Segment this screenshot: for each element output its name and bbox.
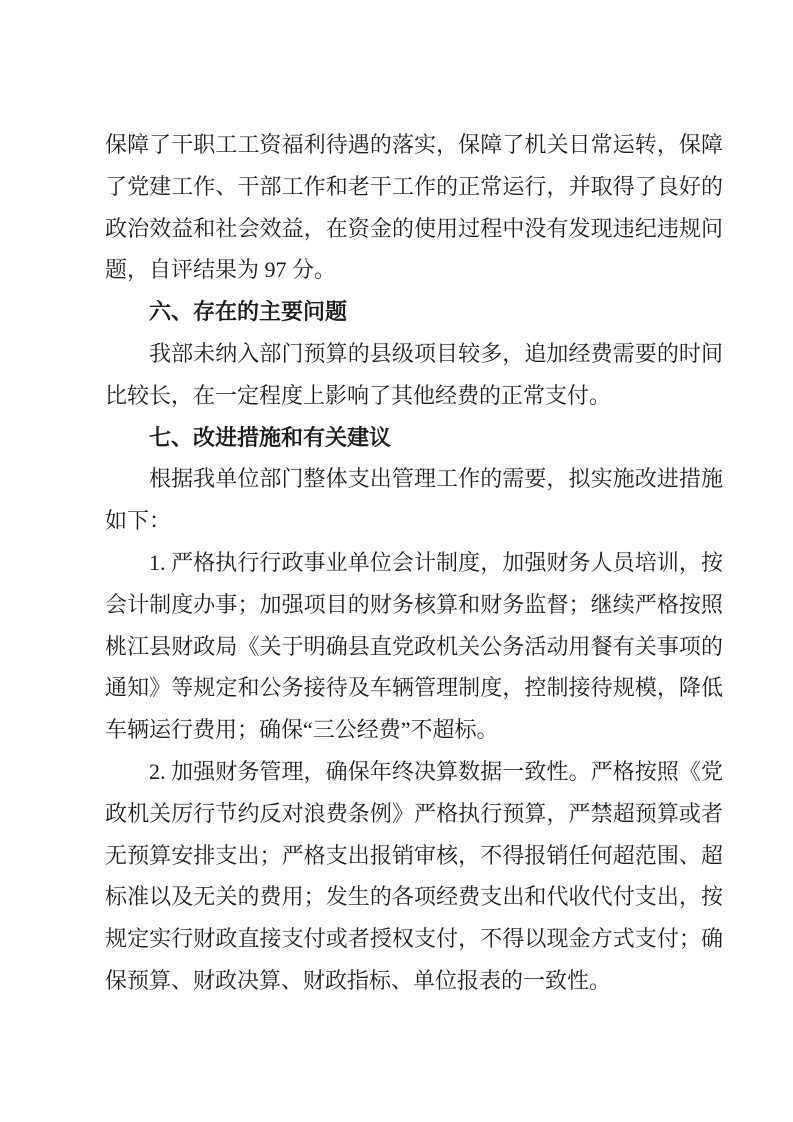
paragraph-main-problems: 我部未纳入部门预算的县级项目较多，追加经费需要的时间比较长，在一定程度上影响了其他经费的正常支付。 xyxy=(105,340,723,408)
paragraph-continuation: 保障了干职工工资福利待遇的落实，保障了机关日常运转，保障了党建工作、干部工作和老干工作的正常运行，并取得了良好的政治效益和社会效益，在资金的使用过程中没有发现违纪违规问题，自评结果为 97 分。 xyxy=(105,132,723,283)
section-heading-7: 七、改进措施和有关建议 xyxy=(149,424,392,450)
paragraph-measure-2: 2. 加强财务管理，确保年终决算数据一致性。严格按照《党政机关厉行节约反对浪费条例》严格执行预算，严禁超预算或者无预算安排支出；严格支出报销审核，不得报销任何超范围、超标准以及无关的费用；发生的各项经费支出和代收代付支出，按规定实行财政直接支付或者授权支付，不得以现金方式支付；确保预算、财政决算、财政指标、单位报表的一致性。 xyxy=(105,758,723,993)
paragraph-measure-1: 1. 严格执行行政事业单位会计制度，加强财务人员培训，按会计制度办事；加强项目的财务核算和财务监督；继续严格按照桃江县财政局《关于明确县直党政机关公务活动用餐有关事项的通知》等规定和公务接待及车辆管理制度，控制接待规模，降低车辆运行费用；确保“三公经费”不超标。 xyxy=(105,549,723,743)
paragraph-improvement-intro: 根据我单位部门整体支出管理工作的需要，拟实施改进措施如下： xyxy=(105,466,723,534)
section-heading-6: 六、存在的主要问题 xyxy=(149,299,348,325)
document-body xyxy=(105,124,723,1002)
